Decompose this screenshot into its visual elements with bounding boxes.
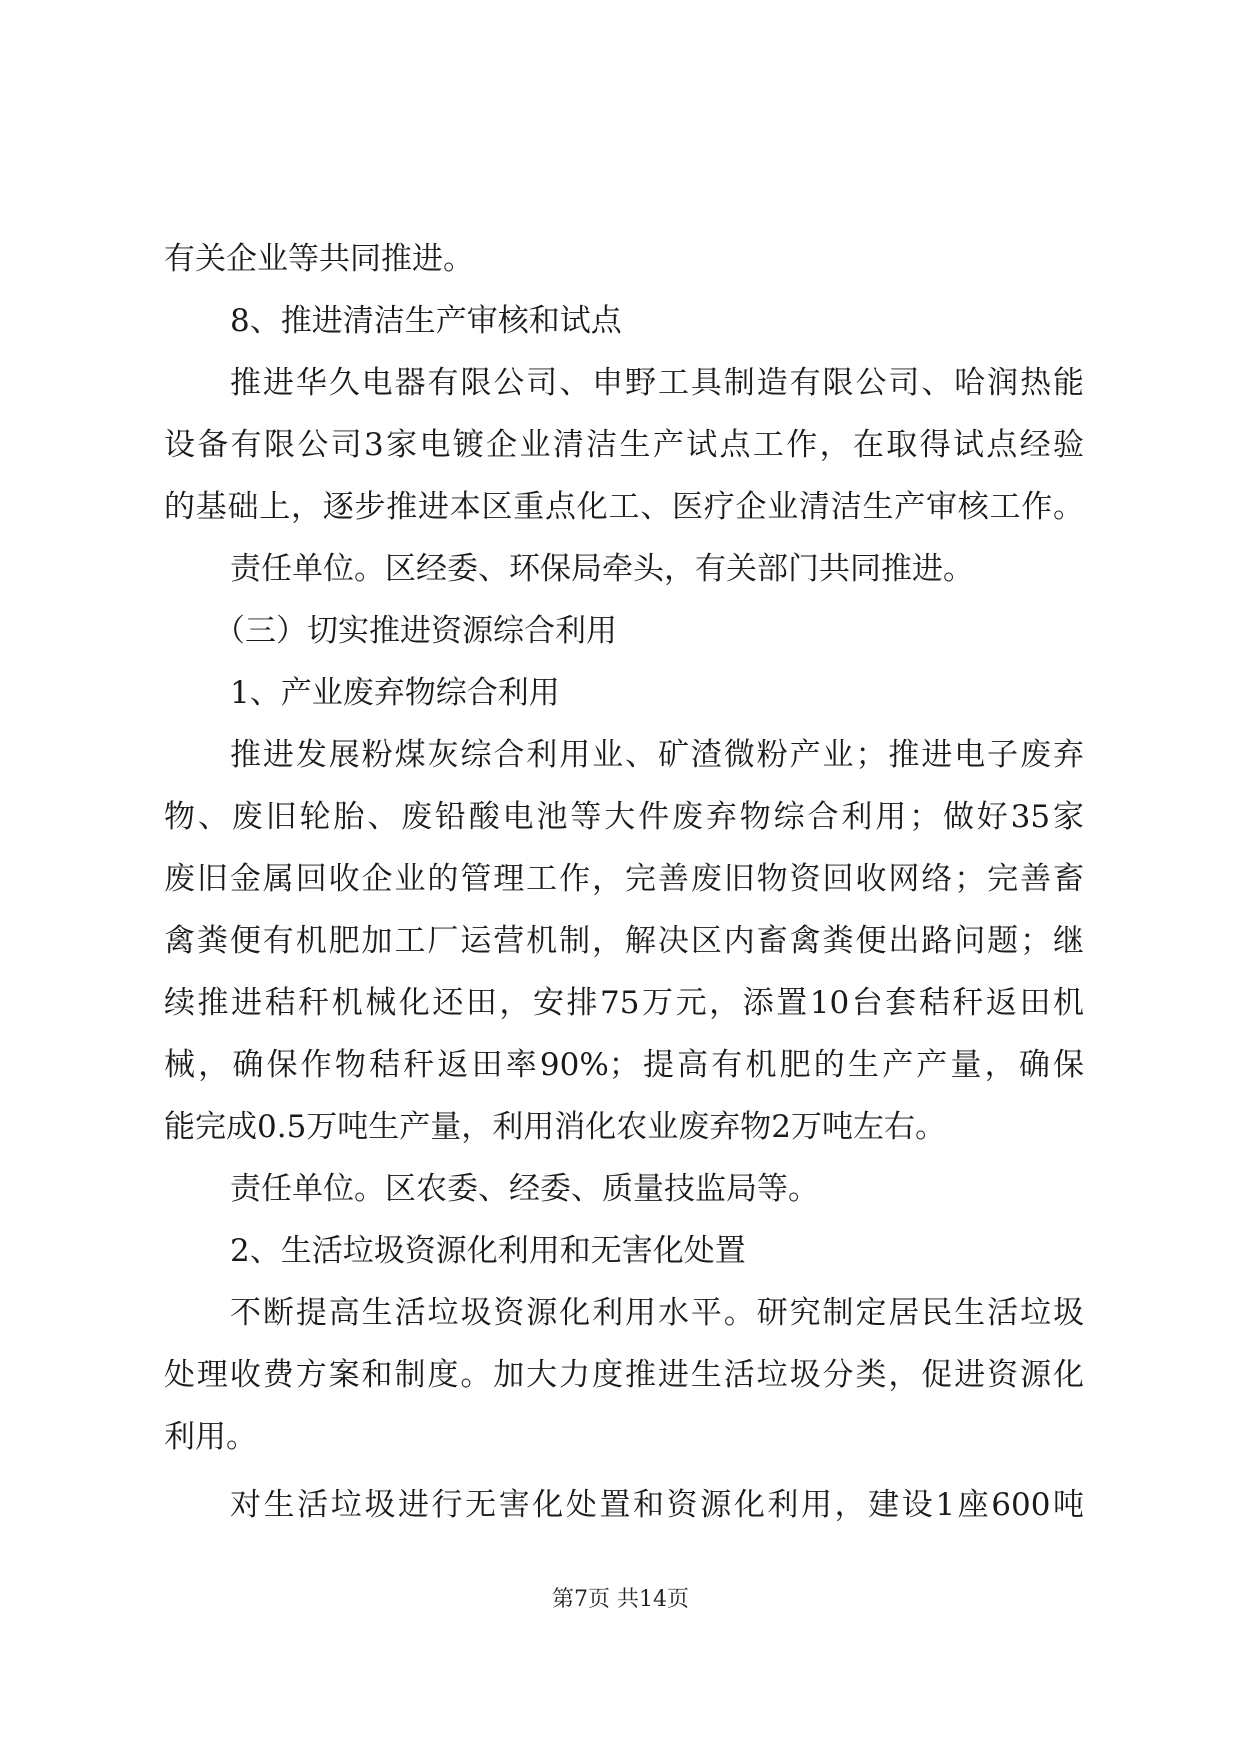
body-text xyxy=(164,228,1084,1536)
text-line: 1、产业废弃物综合利用 xyxy=(230,675,560,711)
text-line: 不断提高生活垃圾资源化利用水平。研究制定居民生活垃圾 xyxy=(230,1295,1084,1331)
text-line: （三）切实推进资源综合利用 xyxy=(214,613,617,649)
text-line: 续推进秸秆机械化还田，安排75万元，添置10台套秸秆返田机 xyxy=(164,985,1084,1021)
text-line: 责任单位。区农委、经委、质量技监局等。 xyxy=(230,1171,819,1207)
text-line: 责任单位。区经委、环保局牵头，有关部门共同推进。 xyxy=(230,551,974,587)
text-line: 废旧金属回收企业的管理工作，完善废旧物资回收网络；完善畜 xyxy=(164,861,1084,897)
page-footer: 第7页 共14页 xyxy=(552,1587,689,1612)
text-line: 推进发展粉煤灰综合利用业、矿渣微粉产业；推进电子废弃 xyxy=(230,737,1084,773)
text-line: 利用。 xyxy=(164,1419,257,1455)
text-line: 物、废旧轮胎、废铅酸电池等大件废弃物综合利用；做好35家 xyxy=(164,799,1084,835)
text-line: 禽粪便有机肥加工厂运营机制，解决区内畜禽粪便出路问题；继 xyxy=(164,923,1084,959)
text-line: 8、推进清洁生产审核和试点 xyxy=(230,303,622,339)
text-line: 械，确保作物秸秆返田率90%；提高有机肥的生产产量，确保 xyxy=(164,1047,1084,1083)
text-line: 对生活垃圾进行无害化处置和资源化利用，建设1座600吨 xyxy=(230,1487,1084,1523)
text-line: 有关企业等共同推进。 xyxy=(164,241,474,277)
text-line: 推进华久电器有限公司、申野工具制造有限公司、哈润热能 xyxy=(230,365,1084,401)
text-line: 设备有限公司3家电镀企业清洁生产试点工作，在取得试点经验 xyxy=(164,427,1084,463)
text-line: 的基础上，逐步推进本区重点化工、医疗企业清洁生产审核工作。 xyxy=(164,489,1084,525)
text-line: 处理收费方案和制度。加大力度推进生活垃圾分类，促进资源化 xyxy=(164,1357,1084,1393)
text-line: 2、生活垃圾资源化利用和无害化处置 xyxy=(230,1233,746,1269)
text-line: 能完成0.5万吨生产量，利用消化农业废弃物2万吨左右。 xyxy=(164,1109,947,1145)
